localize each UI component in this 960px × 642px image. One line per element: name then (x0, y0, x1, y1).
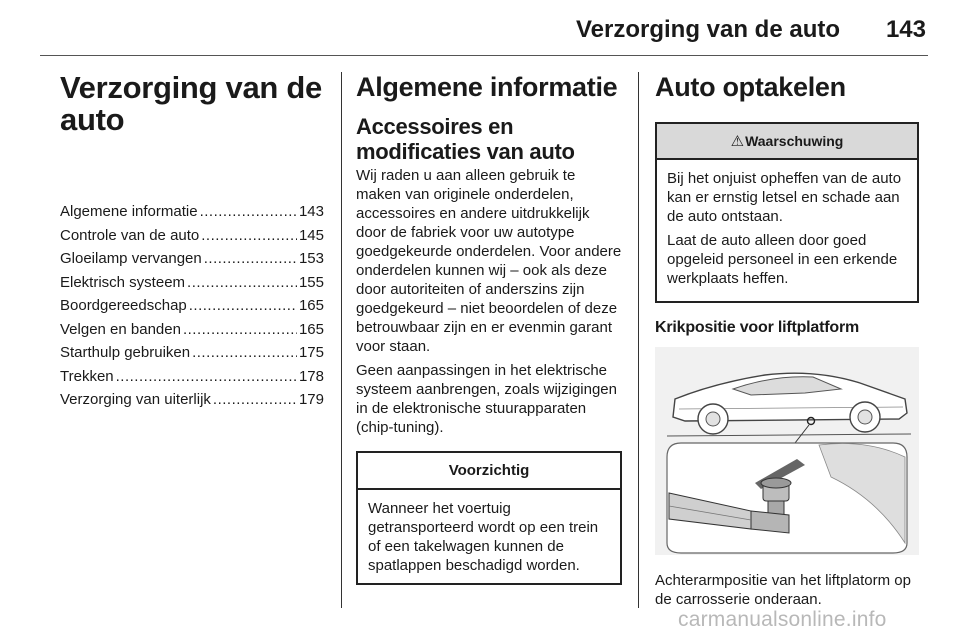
toc-leader (192, 341, 297, 365)
page-header (0, 0, 960, 60)
lift-point-illustration (655, 347, 919, 555)
table-of-contents (60, 200, 324, 412)
toc-label: Gloeilamp vervangen (60, 250, 202, 267)
paragraph: Geen aanpassingen in het elektrische systeem aanbrengen, zoals wijzigingen in de elektronische stuurapparaten (chip-tuning). (356, 362, 617, 436)
figure-caption: Achterarmpositie van het liftplatorm op de carrosserie onderaan. (655, 572, 911, 608)
warning-body (657, 160, 917, 301)
toc-leader (200, 200, 297, 224)
running-title: Verzorging van de auto (575, 16, 840, 43)
toc-label: Velgen en banden (60, 320, 181, 338)
toc-label: Algemene informatie (60, 203, 198, 220)
toc-page: 178 (298, 367, 324, 385)
toc-page: 155 (298, 273, 324, 291)
toc-leader (189, 294, 297, 318)
toc-label: Boordgereedschap (60, 297, 187, 314)
subsection-title: Krikpositie voor liftplatform (655, 319, 859, 336)
toc-item[interactable] (60, 224, 324, 248)
warning-box (655, 122, 919, 303)
toc-label: Starthulp gebruiken (60, 344, 191, 361)
header-rule (40, 55, 928, 56)
paragraph: Wij raden u aan alleen gebruik te maken van originele onderdelen, accessoires en andere uitdrukkelijk door de fabriek voor uw autotype goedgekeurde onderdelen. Voor andere onderdelen kunnen wij – ook als deze door autoriteiten of anderszins zijn goedgekeurd – niet beoordelen of deze betrouwbaar zijn en er evenmin garant voor staan. (356, 167, 622, 355)
warning-text: Bij het onjuist opheffen van de auto kan er ernstig letsel en schade aan de auto ontstaan. (667, 170, 902, 225)
toc-leader (201, 224, 297, 248)
toc-page: 145 (298, 226, 324, 244)
toc-item[interactable] (60, 341, 324, 365)
warning-title: Waarschuwing (745, 133, 844, 149)
toc-page: 153 (298, 250, 324, 267)
toc-item[interactable] (60, 294, 324, 318)
toc-leader (183, 318, 297, 342)
toc-item[interactable] (60, 318, 324, 342)
general-info-column (356, 72, 622, 585)
toc-item[interactable] (60, 388, 324, 412)
toc-page: 143 (298, 203, 324, 220)
column-divider (341, 72, 342, 608)
toc-leader (213, 388, 297, 412)
toc-leader (187, 271, 297, 295)
toc-page: 165 (298, 320, 324, 338)
watermark: carmanualsonline.info (678, 608, 887, 631)
caution-box (356, 451, 622, 585)
toc-label: Trekken (60, 367, 114, 385)
toc-label: Elektrisch systeem (60, 273, 186, 291)
subsection-title: Accessoires en modificaties van auto (356, 114, 575, 164)
warning-triangle-icon: ⚠ (730, 133, 745, 150)
column-divider (638, 72, 639, 608)
toc-column (60, 72, 324, 412)
toc-item[interactable] (60, 200, 324, 224)
toc-page: 179 (298, 391, 324, 408)
toc-item[interactable] (60, 365, 324, 389)
toc-item[interactable] (60, 247, 324, 271)
toc-leader (204, 247, 297, 271)
toc-item[interactable] (60, 271, 324, 295)
caution-title: Voorzichtig (358, 453, 620, 490)
page-number: 143 (885, 16, 926, 43)
toc-label: Verzorging van uiterlijk (60, 391, 211, 408)
warning-header (657, 124, 917, 160)
car-lift-diagram (655, 347, 919, 555)
toc-page: 165 (298, 297, 324, 314)
toc-label: Controle van de auto (60, 226, 200, 244)
toc-page: 175 (298, 344, 324, 361)
chapter-title: Verzorging van de auto (60, 70, 322, 137)
section-title: Auto optakelen (655, 72, 846, 102)
lifting-column (655, 72, 919, 609)
section-title: Algemene informatie (356, 72, 618, 102)
toc-leader (116, 365, 297, 389)
caution-text: Wanneer het voertuig getransporteerd wordt op een trein of een takelwagen kunnen de spatlappen beschadigd worden. (368, 500, 599, 574)
warning-text: Laat de auto alleen door goed opgeleid personeel in een erkende werkplaats heffen. (667, 232, 898, 287)
